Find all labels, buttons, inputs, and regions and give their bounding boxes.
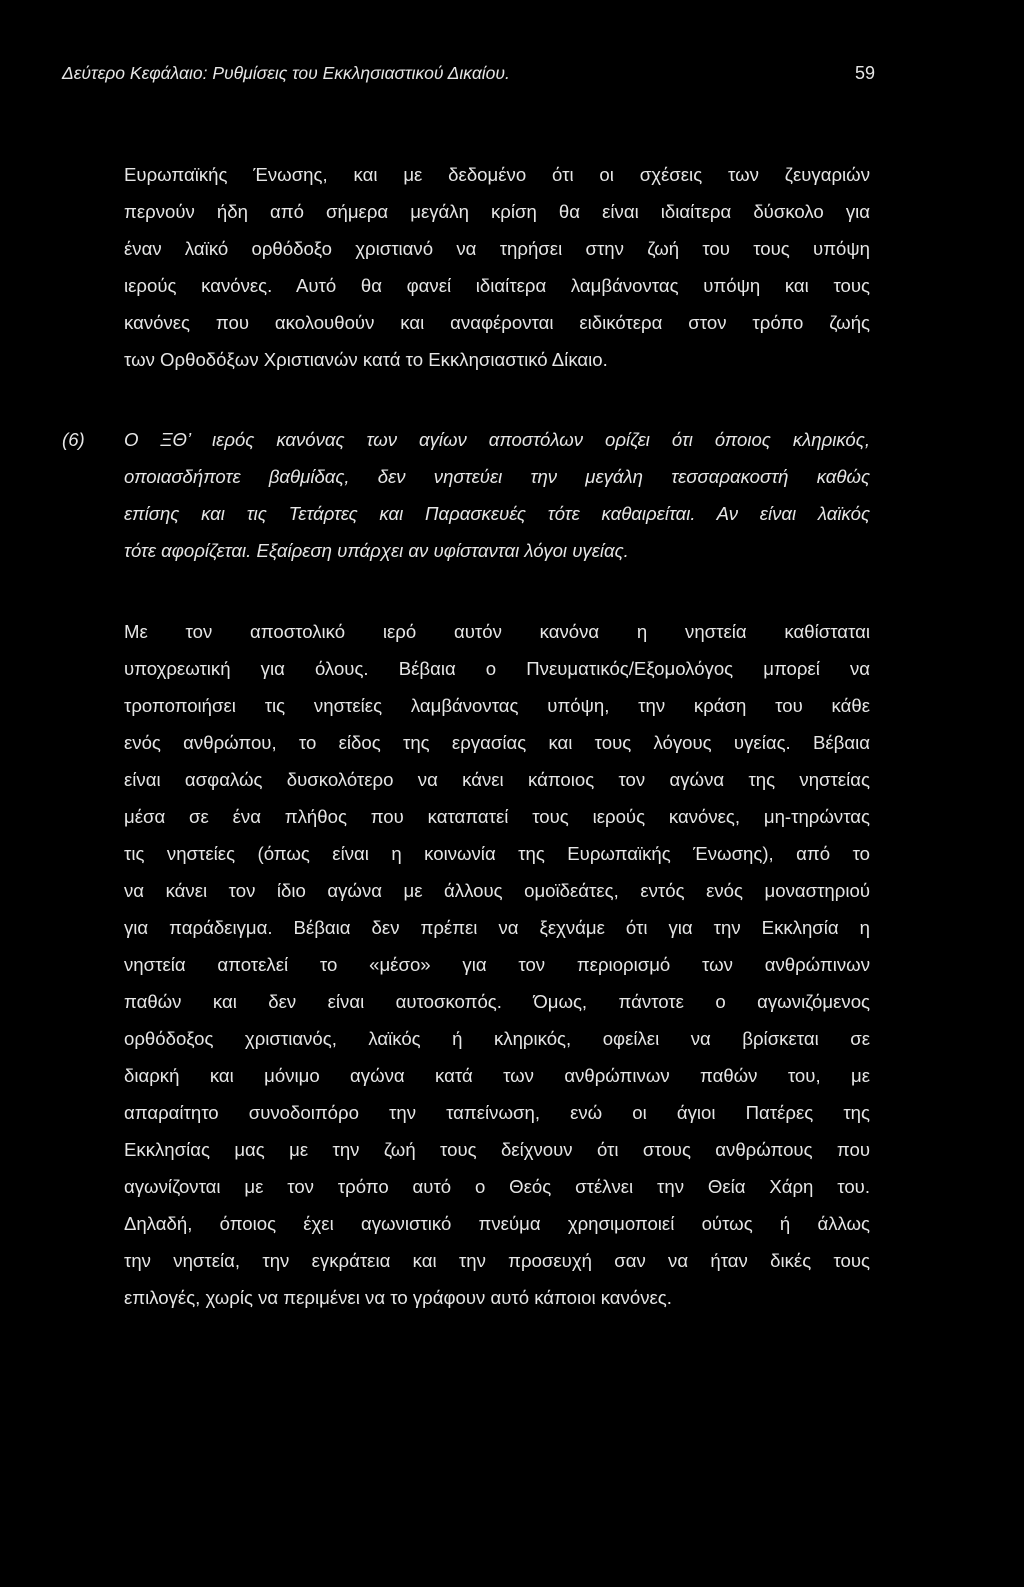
paragraph-1-line: ιερούς κανόνες. Αυτό θα φανεί ιδιαίτερα λαμβάνοντας υπόψη και τους: [124, 275, 870, 296]
paragraph-2-line: είναι ασφαλώς δυσκολότερο να κάνει κάποιος τον αγώνα της νηστείας: [124, 769, 870, 790]
paragraph-2-line: υποχρεωτική για όλους. Βέβαια ο Πνευματικός/Εξομολόγος μπορεί να: [124, 658, 870, 679]
paragraph-1-line: των Ορθοδόξων Χριστιανών κατά το Εκκλησιαστικό Δίκαιο.: [124, 349, 608, 370]
footnote-6: [124, 421, 870, 569]
paragraph-1: [124, 156, 870, 378]
paragraph-1-line: έναν λαϊκό ορθόδοξο χριστιανό να τηρήσει στην ζωή του τους υπόψη: [124, 238, 870, 259]
paragraph-2-line: Εκκλησίας μας με την ζωή τους δείχνουν ότι στους ανθρώπους που: [124, 1139, 870, 1160]
paragraph-2-line: για παράδειγμα. Βέβαια δεν πρέπει να ξεχνάμε ότι για την Εκκλησία η: [124, 917, 870, 938]
paragraph-2-line: Δηλαδή, όποιος έχει αγωνιστικό πνεύμα χρησιμοποιεί ούτως ή άλλως: [124, 1213, 870, 1234]
paragraph-2-line: αγωνίζονται με τον τρόπο αυτό ο Θεός στέλνει την Θεία Χάρη του.: [124, 1176, 870, 1197]
footnote-line: τότε αφορίζεται. Εξαίρεση υπάρχει αν υφίστανται λόγοι υγείας.: [124, 540, 629, 561]
paragraph-2: [124, 613, 870, 1316]
paragraph-2-line: Με τον αποστολικό ιερό αυτόν κανόνα η νηστεία καθίσταται: [124, 621, 870, 642]
footnote-line: επίσης και τις Τετάρτες και Παρασκευές τότε καθαιρείται. Αν είναι λαϊκός: [124, 503, 870, 524]
paragraph-2-line: επιλογές, χωρίς να περιμένει να το γράφουν αυτό κάποιοι κανόνες.: [124, 1287, 672, 1308]
paragraph-1-line: κανόνες που ακολουθούν και αναφέρονται ειδικότερα στον τρόπο ζωής: [124, 312, 870, 333]
paragraph-1-line: Ευρωπαϊκής Ένωσης, και με δεδομένο ότι οι σχέσεις των ζευγαριών: [124, 164, 870, 185]
paragraph-2-line: ορθόδοξος χριστιανός, λαϊκός ή κληρικός, οφείλει να βρίσκεται σε: [124, 1028, 870, 1049]
paragraph-2-line: την νηστεία, την εγκράτεια και την προσευχή σαν να ήταν δικές τους: [124, 1250, 870, 1271]
running-title: Δεύτερο Κεφάλαιο: Ρυθμίσεις του Εκκλησιαστικού Δικαίου.: [62, 63, 510, 83]
paragraph-2-line: απαραίτητο συνοδοιπόρο την ταπείνωση, ενώ οι άγιοι Πατέρες της: [124, 1102, 870, 1123]
paragraph-1-line: περνούν ήδη από σήμερα μεγάλη κρίση θα είναι ιδιαίτερα δύσκολο για: [124, 201, 870, 222]
footnote-line: οποιασδήποτε βαθμίδας, δεν νηστεύει την μεγάλη τεσσαρακοστή καθώς: [124, 466, 870, 487]
paragraph-2-line: τις νηστείες (όπως είναι η κοινωνία της Ευρωπαϊκής Ένωσης), από το: [124, 843, 870, 864]
paragraph-2-line: διαρκή και μόνιμο αγώνα κατά των ανθρώπινων παθών του, με: [124, 1065, 870, 1086]
footnote-label: (6): [62, 429, 85, 450]
paragraph-2-line: μέσα σε ένα πλήθος που καταπατεί τους ιερούς κανόνες, μη-τηρώντας: [124, 806, 870, 827]
paragraph-2-line: τροποποιήσει τις νηστείες λαμβάνοντας υπόψη, την κράση του κάθε: [124, 695, 870, 716]
paragraph-2-line: να κάνει τον ίδιο αγώνα με άλλους ομοϊδεάτες, εντός ενός μοναστηριού: [124, 880, 870, 901]
paragraph-2-line: ενός ανθρώπου, το είδος της εργασίας και τους λόγους υγείας. Βέβαια: [124, 732, 870, 753]
page-number: 59: [854, 63, 875, 83]
footnote-line: Ο ΞΘ’ ιερός κανόνας των αγίων αποστόλων ορίζει ότι όποιος κληρικός,: [124, 429, 870, 450]
paragraph-2-line: νηστεία αποτελεί το «μέσο» για τον περιορισμό των ανθρώπινων: [124, 954, 870, 975]
paragraph-2-line: παθών και δεν είναι αυτοσκοπός. Όμως, πάντοτε ο αγωνιζόμενος: [124, 991, 870, 1012]
